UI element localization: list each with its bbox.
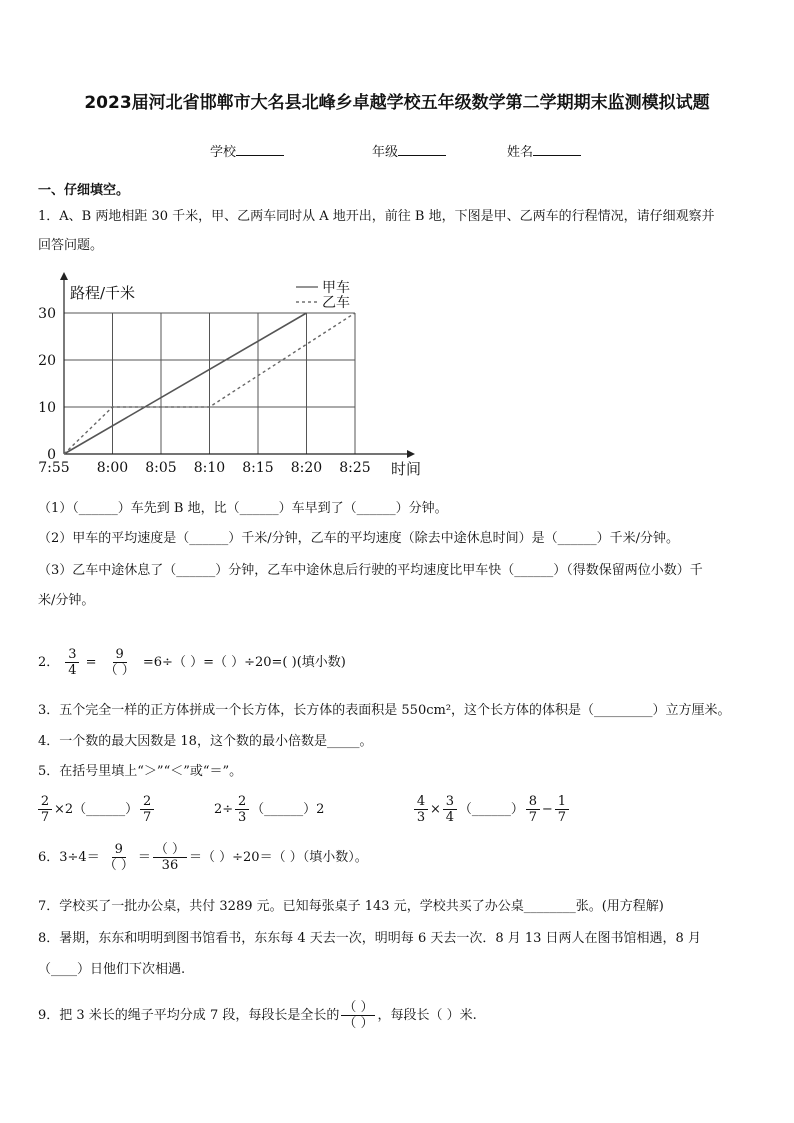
q2-number: 2． <box>38 655 60 670</box>
y-axis-arrow <box>60 272 68 280</box>
x-tick-label: 7:55 <box>38 460 70 476</box>
section-heading: 一、仔细填空。 <box>38 183 130 198</box>
x-tick-label: 8:20 <box>290 460 323 476</box>
q6-fraction-1: $\frac{9}{( )}$ <box>103 842 134 873</box>
x-axis-arrow <box>407 450 415 458</box>
chart-grid <box>64 313 355 454</box>
legend-label: 甲车 <box>322 280 350 296</box>
q1-sub1: （1）（______）车先到 B 地，比（______）车早到了（______）分钟。 <box>38 501 448 516</box>
q8-line1: 8．暑期，东东和明明到图书馆看书，东东每 4 天去一次，明明每 6 天去一次．8 月 13 日两人在图书馆相遇，8 月 <box>38 931 701 946</box>
school-label: 学校 <box>210 145 237 160</box>
q2-fraction-2: $\frac{9}{( )}$ <box>104 647 135 678</box>
x-tick-label: 8:10 <box>193 460 226 476</box>
q5-item-b: 2÷ $\frac{2}{3}$ （______）2 <box>214 794 325 825</box>
y-tick-label: 20 <box>38 353 56 369</box>
q1-sub3b: 米/分钟。 <box>38 593 95 608</box>
q2-rest: =6÷（ ）=（ ）÷20=( )(填小数) <box>142 655 346 670</box>
chart-legend <box>296 280 350 311</box>
name-label: 姓名 <box>507 145 534 160</box>
q9-fraction: $\frac{( )}{( )}$ <box>343 1000 374 1031</box>
q4: 4．一个数的最大因数是 18，这个数的最小倍数是_____。 <box>38 734 373 749</box>
y-tick-label: 10 <box>38 400 56 416</box>
q1-sub3a: （3）乙车中途休息了（______）分钟，乙车中途休息后行驶的平均速度比甲车快（______）（得数保留两位小数）千 <box>38 563 703 578</box>
x-tick-label: 8:05 <box>145 460 177 476</box>
series-line-jia <box>64 313 307 454</box>
x-tick-label: 8:00 <box>96 460 129 476</box>
school-field[interactable] <box>210 141 284 160</box>
q8-line2: （____）日他们下次相遇. <box>38 962 186 977</box>
distance-time-chart <box>28 270 438 485</box>
q1-sub2: （2）甲车的平均速度是（______）千米/分钟，乙车的平均速度（除去中途休息时间）是（______）千米/分钟。 <box>38 531 680 546</box>
q7: 7．学校买了一批办公桌，共付 3289 元。已知每张桌子 143 元，学校共买了办公桌________张。(用方程解) <box>38 899 664 914</box>
y-axis-label: 路程/千米 <box>70 284 136 302</box>
q2: 2． $\frac{3}{4}$ = $\frac{9}{( )}$ =6÷（ ）=（ ）÷20=( )(填小数) <box>38 647 346 678</box>
q6-fraction-2: $\frac{( )}{36}$ <box>154 842 186 873</box>
grade-field[interactable] <box>372 141 446 160</box>
q6: 6．3÷4＝ $\frac{9}{( )}$ ＝ $\frac{( )}{36}$ ＝（ ）÷20＝（ ）（填小数）。 <box>38 842 368 873</box>
q9: 9．把 3 米长的绳子平均分成 7 段，每段长是全长的 $\frac{( )}{( )}$ ，每段长（ ）米. <box>38 1000 477 1031</box>
q3: 3．五个完全一样的正方体拼成一个长方体，长方体的表面积是 550cm²，这个长方体的体积是（_________）立方厘米。 <box>38 703 731 718</box>
y-tick-label: 30 <box>38 306 56 322</box>
y-tick-label: 0 <box>47 447 56 463</box>
grade-label: 年级 <box>372 145 399 160</box>
q5-text: 5．在括号里填上“＞”“＜”或“＝”。 <box>38 764 243 779</box>
x-axis-label: 时间 <box>391 460 422 478</box>
page-title: 2023届河北省邯郸市大名县北峰乡卓越学校五年级数学第二学期期末监测模拟试题 <box>84 93 710 113</box>
q2-fraction-1: $\frac{3}{4}$ <box>65 647 79 678</box>
name-field[interactable] <box>507 141 581 160</box>
x-tick-label: 8:15 <box>242 460 274 476</box>
q1-text-line1: 1．A、B 两地相距 30 千米，甲、乙两车同时从 A 地开出，前往 B 地，下图是甲、乙两车的行程情况，请仔细观察并 <box>38 209 715 224</box>
q5-item-a: $\frac{2}{7}$ ×2（______） $\frac{2}{7}$ <box>36 790 156 830</box>
legend-label: 乙车 <box>322 295 350 311</box>
x-tick-label: 8:25 <box>339 460 371 476</box>
q1-text-line2: 回答问题。 <box>38 238 104 253</box>
q5-item-c: $\frac{4}{3}$ × $\frac{3}{4}$ （______） $\frac{8}{7}$ − $\frac{1}{7}$ <box>412 790 571 830</box>
